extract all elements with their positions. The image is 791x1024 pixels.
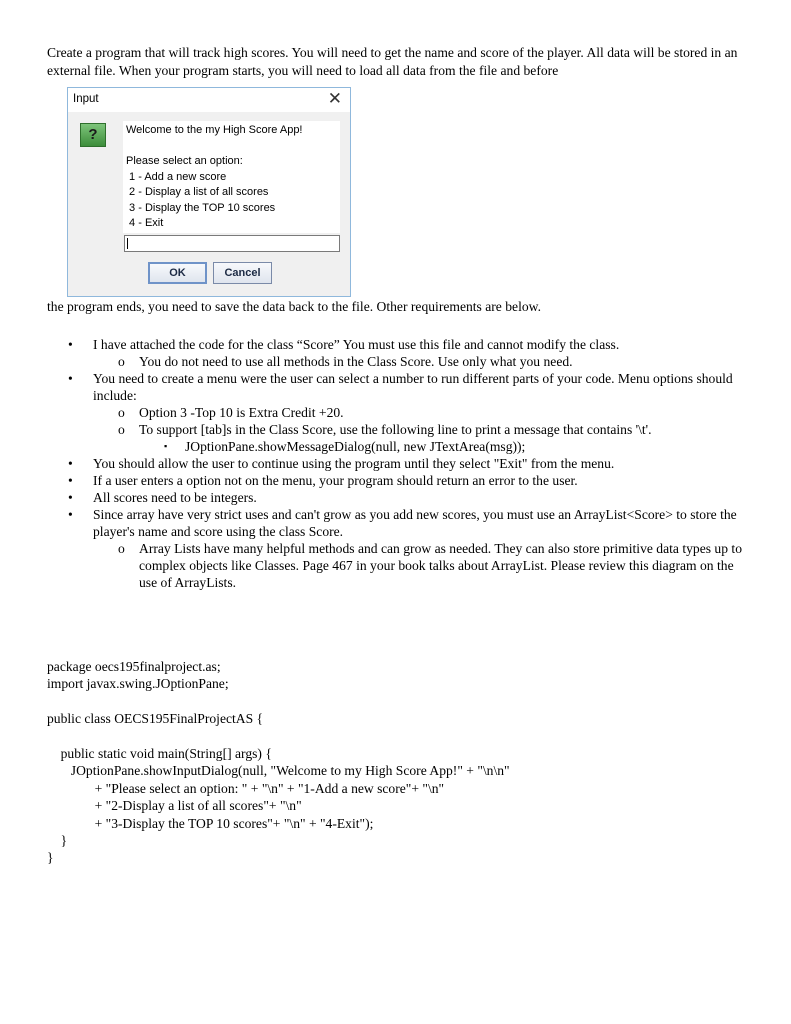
bullet-marker: ▪ [164,441,168,451]
option-input[interactable] [124,235,340,252]
list-item-text: You should allow the user to continue using the program until they select "Exit" from the menu. [93,456,615,471]
message-line [126,139,337,155]
bullet-marker: • [68,507,73,522]
requirements-list [47,336,752,591]
list-item [47,489,752,506]
code-line: public class OECS195FinalProjectAS { [47,711,264,727]
list-item [47,472,752,489]
list-item-text: All scores need to be integers. [93,490,257,505]
list-item-text: JOptionPane.showMessageDialog(null, new JTextArea(msg)); [185,439,526,454]
list-item-text: Array Lists have many helpful methods and can grow as needed. They can also store primitive data types up to complex objects like Classes. Page 467 in your book talks about ArrayList. Please review this diagram on the use of ArrayLists. [139,541,742,590]
list-item-text: Option 3 -Top 10 is Extra Credit +20. [139,405,344,420]
bullet-marker: o [118,541,125,556]
bullet-marker: o [118,405,125,420]
message-line: Please select an option: [126,155,243,167]
message-line: 1 - Add a new score [126,170,227,183]
list-item [47,404,752,421]
message-line: 4 - Exit [126,217,164,229]
list-item [47,438,752,455]
cancel-button[interactable]: Cancel [213,262,272,284]
code-line: import javax.swing.JOptionPane; [47,676,229,692]
list-item [47,353,752,370]
bullet-marker: • [68,473,73,488]
bullet-marker: o [118,422,125,437]
list-item-text: You do not need to use all methods in the Class Score. Use only what you need. [139,354,573,369]
code-line: } [47,850,54,866]
question-icon: ? [80,123,106,147]
code-line [47,693,752,710]
dialog-titlebar [68,88,350,112]
bullet-marker: • [68,490,73,505]
bullet-marker: • [68,371,73,386]
list-item [47,540,752,591]
code-line: + "2-Display a list of all scores"+ "\n" [47,798,302,814]
ok-button[interactable]: OK [148,262,207,284]
list-item [47,455,752,472]
code-line: public static void main(String[] args) { [47,745,272,761]
message-line: 2 - Display a list of all scores [126,186,269,198]
list-item-text: You need to create a menu were the user can select a number to run different parts of your code. Menu options should include: [93,371,733,403]
list-item [47,370,752,404]
list-item-text: If a user enters a option not on the menu, your program should return an error to the user. [93,473,578,488]
message-line: Welcome to the my High Score App! [126,124,303,136]
list-item-text: To support [tab]s in the Class Score, use the following line to print a message that contains '\t'. [139,422,652,437]
code-line: + "3-Display the TOP 10 scores"+ "\n" + "4-Exit"); [47,815,374,831]
code-line [47,728,752,745]
bullet-marker: • [68,337,73,352]
code-line: + "Please select an option: " + "\n" + "1-Add a new score"+ "\n" [47,780,445,796]
list-item [47,336,752,353]
message-line: 3 - Display the TOP 10 scores [126,201,276,214]
list-item-text: Since array have very strict uses and can't grow as you add new scores, you must use an ArrayList<Score> to store the player's name and score using the class Score. [93,507,737,539]
code-line: package oecs195finalproject.as; [47,659,221,674]
code-line: } [47,832,68,848]
bullet-marker: o [118,354,125,369]
intro-paragraph: Create a program that will track high scores. You will need to get the name and score of the player. All data will be stored in an external file. When your program starts, you will need to load all data from the file and before [47,45,738,78]
list-item [47,506,752,540]
input-dialog [67,87,351,297]
code-block [47,658,752,867]
requirements-intro: the program ends, you need to save the data back to the file. Other requirements are below. [47,299,541,314]
bullet-marker: • [68,456,73,471]
code-line: JOptionPane.showInputDialog(null, "Welcome to my High Score App!" + "\n\n" [47,763,510,779]
dialog-title: Input [73,93,99,105]
list-item [47,421,752,438]
dialog-message [123,121,340,233]
list-item-text: I have attached the code for the class “Score” You must use this file and cannot modify the class. [93,337,620,352]
close-icon[interactable]: ✕ [327,89,342,108]
